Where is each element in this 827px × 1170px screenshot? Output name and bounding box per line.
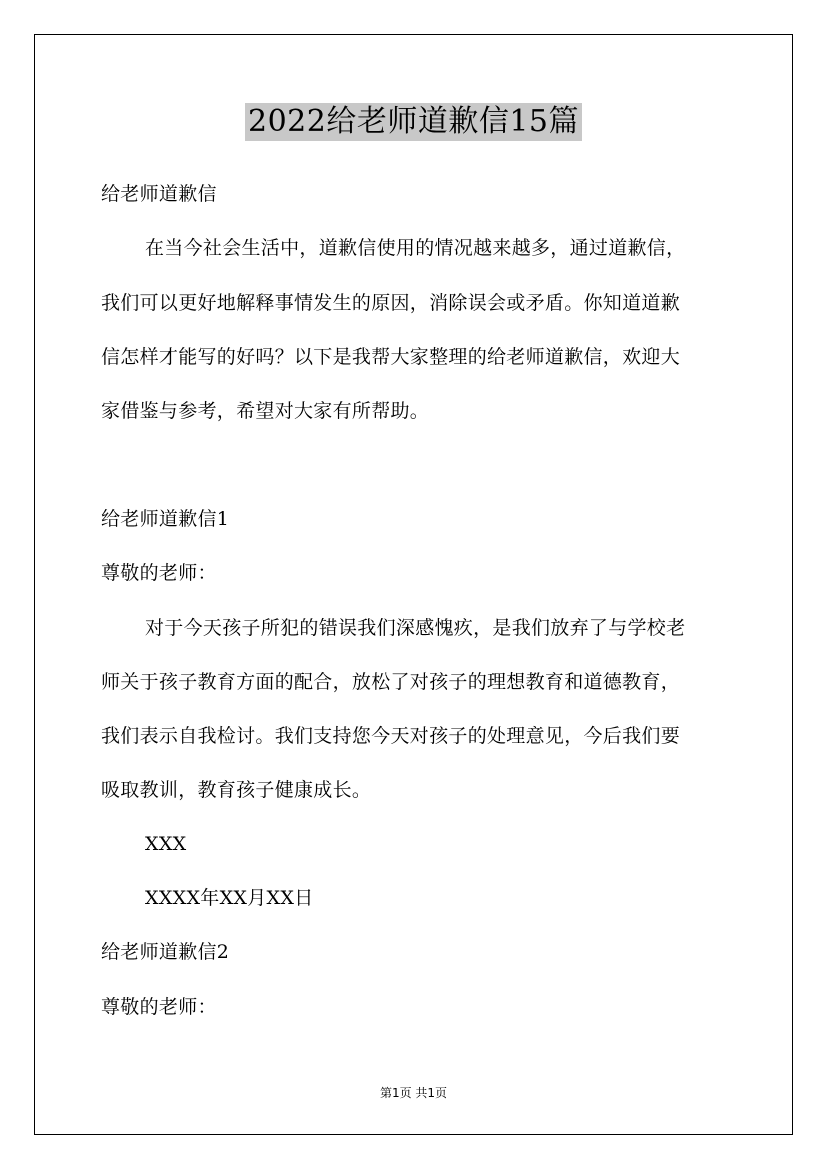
document-title: 2022给老师道歉信15篇 bbox=[245, 103, 582, 141]
letter1-signature: XXX bbox=[145, 833, 187, 855]
letter1-date: XXXX年XX月XX日 bbox=[145, 887, 314, 909]
letter1-salutation: 尊敬的老师： bbox=[101, 562, 217, 584]
letter1-body-line-4: 吸取教训，教育孩子健康成长。 bbox=[101, 779, 372, 801]
letter1-body-line-1: 对于今天孩子所犯的错误我们深感愧疚，是我们放弃了与学校老 bbox=[145, 617, 686, 639]
letter2-heading: 给老师道歉信2 bbox=[101, 941, 230, 963]
page-footer: 第1页 共1页 bbox=[379, 1086, 448, 1100]
title-container bbox=[0, 103, 827, 141]
letter1-body-line-2: 师关于孩子教育方面的配合，放松了对孩子的理想教育和道德教育， bbox=[101, 671, 681, 693]
intro-line-2: 我们可以更好地解释事情发生的原因，消除误会或矛盾。你知道道歉 bbox=[101, 292, 681, 314]
intro-line-4: 家借鉴与参考，希望对大家有所帮助。 bbox=[101, 400, 430, 422]
intro-heading: 给老师道歉信 bbox=[101, 183, 217, 205]
intro-line-3: 信怎样才能写的好吗？以下是我帮大家整理的给老师道歉信，欢迎大 bbox=[101, 346, 681, 368]
letter1-heading: 给老师道歉信1 bbox=[101, 508, 230, 530]
intro-line-1: 在当今社会生活中，道歉信使用的情况越来越多，通过道歉信， bbox=[145, 237, 686, 259]
letter1-body-line-3: 我们表示自我检讨。我们支持您今天对孩子的处理意见，今后我们要 bbox=[101, 725, 681, 747]
letter2-salutation: 尊敬的老师： bbox=[101, 996, 217, 1018]
